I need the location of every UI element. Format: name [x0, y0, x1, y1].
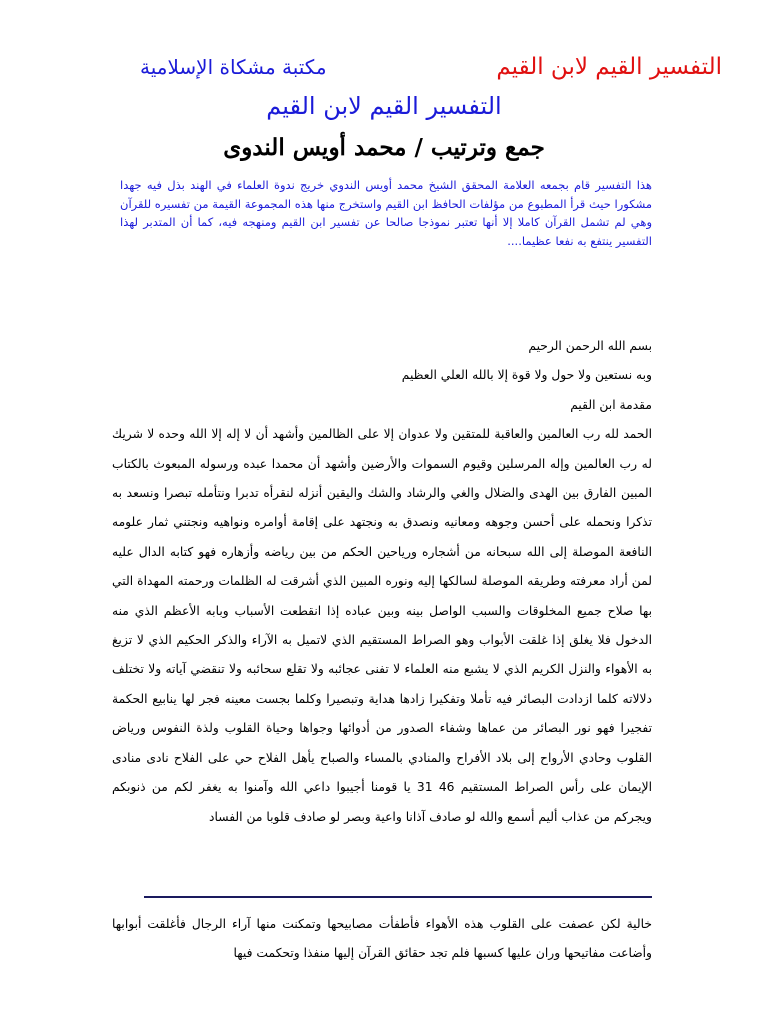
book-title: التفسير القيم لابن القيم: [266, 92, 502, 120]
section-title: مقدمة ابن القيم: [570, 397, 652, 412]
footnote-divider: [144, 896, 652, 898]
invocation-line: وبه نستعين ولا حول ولا قوة إلا بالله العلي العظيم: [401, 368, 652, 383]
continuation-text: خالية لكن عصفت على القلوب هذه الأهواء فأطفأت مصابيحها وتمكنت منها آراء الرجال فأغلقت أبوابها وأضاعت مفاتيحها وران عليها كسبها فلم تجد حقائق القرآن إليها منفذا وتحكمت فيها: [112, 917, 652, 961]
basmala-line: بسم الله الرحمن الرحيم: [528, 339, 652, 353]
body-paragraph: الحمد لله رب العالمين والعاقبة للمتقين ولا عدوان إلا على الظالمين وأشهد أن لا إله إلا الله وحده لا شريك له رب العالمين وإله المرسلين وقيوم السموات والأرضين وأشهد أن محمدا عبده ورسوله المبعوث بالكتاب المبين الفارق بين الهدى والضلال والغي والرشاد والشك واليقين أنزله لنقرأه تدبرا ونتأمله تبصرا ونسعد به تذكرا ونحمله على أحسن وجوهه ومعانيه ونصدق به ونجتهد على إقامة أوامره ونواهيه ونجتني ثمار علومه النافعة الموصلة إلى الله سبحانه من أشجاره ورياحين الحكم من بين رياضه وأزهاره فهو كتابه الدال عليه لمن أراد معرفته وطريقه الموصلة لسالكها إليه ونوره المبين الذي أشرقت له الظلمات ورحمته المهداة التي بها صلاح جميع المخلوقات والسبب الواصل بينه وبين عباده إذا انقطعت الأسباب وبابه الأعظم الذي منه الدخول فلا يغلق إذا غلقت الأبواب وهو الصراط المستقيم الذي لاتميل به الآراء والذكر الحكيم الذي لا تزيغ به الأهواء والنزل الكريم الذي لا يشبع منه العلماء لا تفنى عجائبه ولا تقلع سحائبه ولا تنقضي آياته ولا تختلف دلالاته كلما ازدادت البصائر فيه تأملا وتفكيرا زادها هداية وتبصيرا وكلما بجست معينه فجر لها ينابيع الحكمة تفجيرا فهو نور البصائر من عماها وشفاء الصدور من أدوائها وجواها وحياة القلوب ولذة النفوس ورياض القلوب وحادي الأرواح إلى بلاد الأفراح والمنادي بالمساء والصباح يأهل الفلاح حي على الفلاح نادى منادى الإيمان على رأس الصراط المستقيم 46 31 يا قومنا أجيبوا داعي الله وآمنوا به يغفر لكم من ذنوبكم ويجركم من عذاب أليم أسمع والله لو صادف آذانا واعية وبصر لو صادف قلوبا من الفساد: [112, 427, 652, 824]
header-library-name: مكتبة مشكاة الإسلامية: [140, 55, 327, 79]
page-header: [140, 50, 722, 84]
compiler-line: جمع وترتيب / محمد أويس الندوى: [223, 134, 545, 161]
intro-paragraph: هذا التفسير قام بجمعه العلامة المحقق الشيخ محمد أويس الندوي خريج ندوة العلماء في الهند بذل فيه جهدا مشكورا حيث قرأ المطبوع من مؤلفات الحافظ ابن القيم واستخرج منها هذه المجموعة القيمة من تفسيره للقرآن وهي لم تشمل القرآن كاملا إلا أنها تعتبر نموذجا صالحا عن تفسير ابن القيم ومنهجه فيه، كما أن المتدبر لهذا التفسير ينتفع به نفعا عظيما....: [120, 178, 652, 248]
header-book-title: التفسير القيم لابن القيم: [496, 54, 722, 80]
main-body: [112, 332, 652, 832]
